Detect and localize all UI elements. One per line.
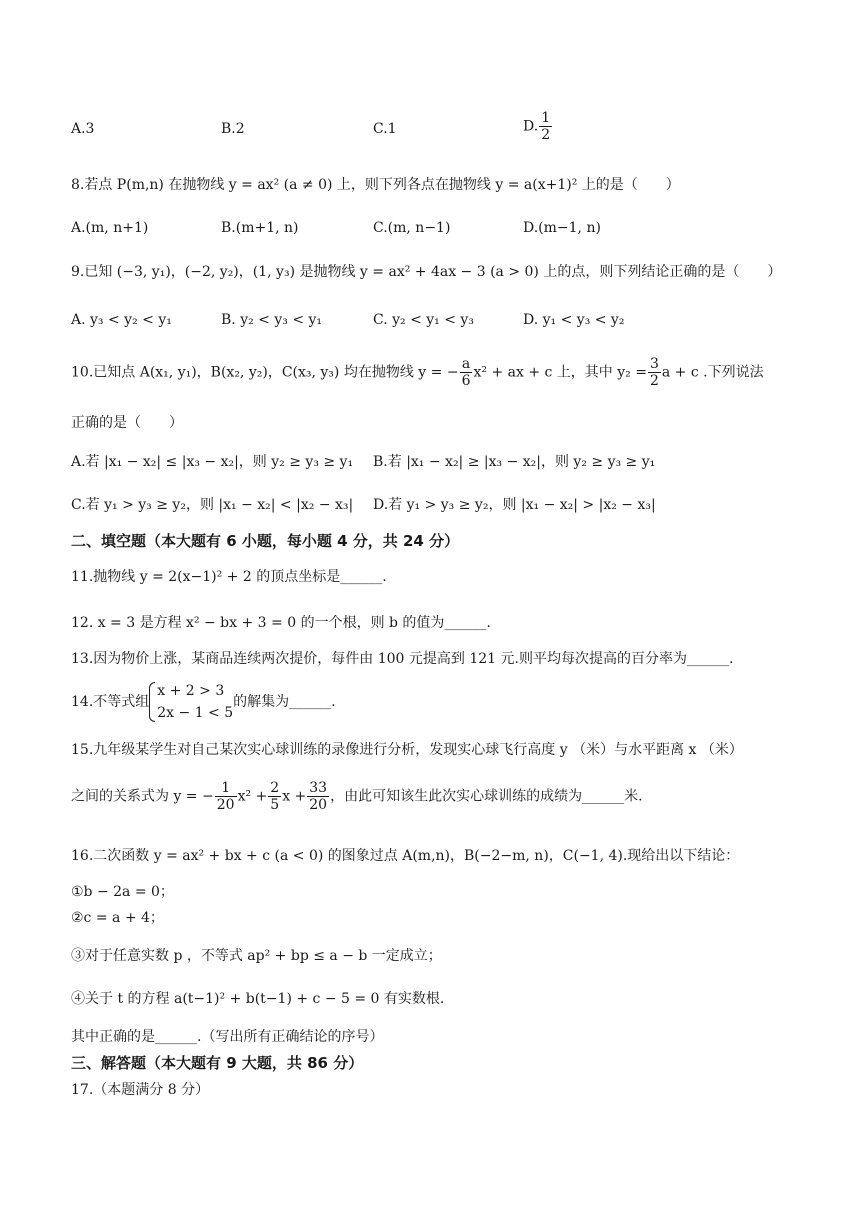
q15-line1: 15.九年级某学生对自己某次实心球训练的录像进行分析，发现实心球飞行高度 y （米）与水平距离 x （米） <box>71 742 743 758</box>
q16-answer-prompt: 其中正确的是______.（写出所有正确结论的序号） <box>71 1029 384 1045</box>
q14-eq2: 2x − 1 < 5 <box>157 705 234 721</box>
q7-option-d <box>523 110 553 143</box>
q9-option-d: D. y₁ < y₃ < y₂ <box>523 312 625 328</box>
q15-part-c: x + <box>282 788 307 805</box>
q10-option-a: A.若 |x₁ − x₂| ≤ |x₃ − x₂|，则 y₂ ≥ y₃ ≥ y₁ <box>71 454 354 470</box>
q9-option-a: A. y₃ < y₂ < y₁ <box>71 312 172 328</box>
q10-frac2-num: 3 <box>649 356 659 372</box>
q15-part-a: 之间的关系式为 y = − <box>71 788 214 805</box>
q16-item-1: ①b − 2a = 0； <box>71 884 174 900</box>
q9-option-c: C. y₂ < y₁ < y₃ <box>373 312 474 328</box>
q15-frac3-den: 20 <box>309 797 328 813</box>
q10-frac1-den: 6 <box>461 373 471 389</box>
q15-frac3-num: 33 <box>309 780 328 796</box>
q7-d-denominator: 2 <box>541 127 551 143</box>
q8-option-b: B.(m+1, n) <box>221 220 299 236</box>
q14-eq1: x + 2 > 3 <box>157 683 225 699</box>
q8-option-a: A.(m, n+1) <box>71 220 149 236</box>
q15-part-b: x² + <box>237 788 268 805</box>
q15-frac1-den: 20 <box>216 797 235 813</box>
q8-option-c: C.(m, n−1) <box>373 220 451 236</box>
q10-option-c: C.若 y₁ > y₃ ≥ y₂，则 |x₁ − x₂| < |x₂ − x₃| <box>71 497 354 513</box>
q14 <box>71 680 336 724</box>
q14-inequality-system <box>149 680 233 724</box>
q11: 11.抛物线 y = 2(x−1)² + 2 的顶点坐标是______. <box>71 569 387 585</box>
q16-item-3: ③对于任意实数 p ，不等式 ap² + bp ≤ a − b 一定成立； <box>71 948 442 964</box>
q10-option-d: D.若 y₁ > y₃ ≥ y₂，则 |x₁ − x₂| > |x₂ − x₃| <box>373 497 656 513</box>
q8-stem: 8.若点 P(m,n) 在抛物线 y = ax² (a ≠ 0) 上，则下列各点在抛物线 y = a(x+1)² 上的是（ ） <box>71 177 680 193</box>
section-heading-fill-in: 二、填空题（本大题有 6 小题，每小题 4 分，共 24 分） <box>71 532 460 550</box>
q16-item-4: ④关于 t 的方程 a(t−1)² + b(t−1) + c − 5 = 0 有实数根. <box>71 991 445 1007</box>
q12: 12. x = 3 是方程 x² − bx + 3 = 0 的一个根，则 b 的值为______. <box>71 615 491 631</box>
q14-suffix: 的解集为______. <box>233 694 336 710</box>
q10-stem-part-c: a + c .下列说法 <box>661 364 764 381</box>
q10-frac1-num: a <box>460 356 473 373</box>
q15-frac2-num: 2 <box>270 780 280 796</box>
q16-item-2: ②c = a + 4； <box>71 910 164 926</box>
q17-heading: 17.（本题满分 8 分） <box>71 1082 210 1098</box>
q10-stem-line2: 正确的是（ ） <box>71 415 183 431</box>
q10-stem-part-a: 10.已知点 A(x₁, y₁)，B(x₂, y₂)，C(x₃, y₃) 均在抛物线 y = − <box>71 364 459 381</box>
q16-stem: 16.二次函数 y = ax² + bx + c (a < 0) 的图象过点 A(m,n)，B(−2−m, n)，C(−1, 4).现给出以下结论： <box>71 848 740 864</box>
q10-stem-part-b: x² + ax + c 上，其中 y₂ = <box>473 364 647 381</box>
q10-stem <box>71 356 764 389</box>
q9-option-b: B. y₂ < y₃ < y₁ <box>221 312 323 328</box>
q13: 13.因为物价上涨，某商品连续两次提价，每件由 100 元提高到 121 元.则平均每次提高的百分率为______. <box>71 651 734 667</box>
q15-part-d: ，由此可知该生此次实心球训练的成绩为______米. <box>330 788 643 805</box>
q7-option-d-prefix: D. <box>523 118 539 135</box>
q7-option-a: A.3 <box>71 121 95 137</box>
q10-option-b: B.若 |x₁ − x₂| ≥ |x₃ − x₂|，则 y₂ ≥ y₃ ≥ y₁ <box>373 454 656 470</box>
q7-option-b: B.2 <box>221 121 245 137</box>
q8-option-d: D.(m−1, n) <box>523 220 601 236</box>
section-heading-solutions: 三、解答题（本大题有 9 大题，共 86 分） <box>71 1054 364 1072</box>
q7-d-numerator: 1 <box>541 110 551 126</box>
q15-line2 <box>71 780 643 813</box>
q15-frac2-den: 5 <box>270 797 280 813</box>
q14-prefix: 14.不等式组 <box>71 694 150 710</box>
q9-stem: 9.已知 (−3, y₁)，(−2, y₂)，(1, y₃) 是抛物线 y = ax² + 4ax − 3 (a > 0) 上的点，则下列结论正确的是（ ） <box>71 264 782 280</box>
q10-frac2-den: 2 <box>649 373 659 389</box>
q7-option-c: C.1 <box>373 121 397 137</box>
q15-frac1-num: 1 <box>215 780 237 797</box>
